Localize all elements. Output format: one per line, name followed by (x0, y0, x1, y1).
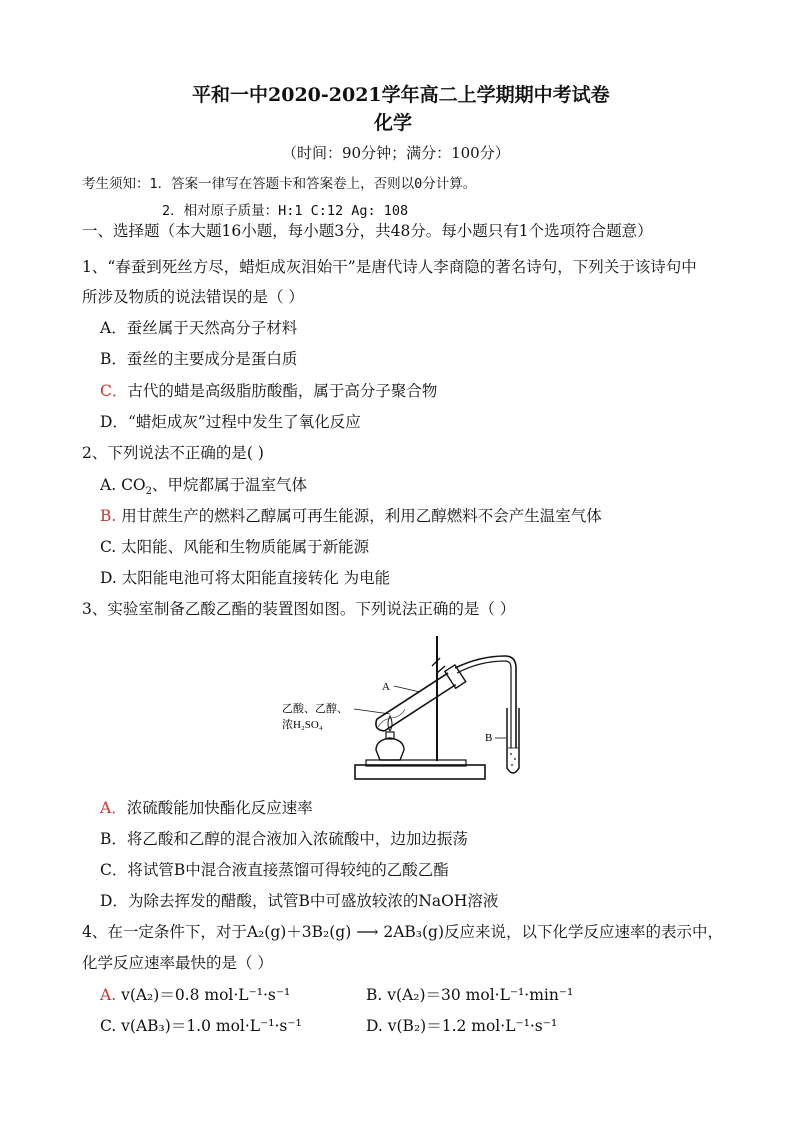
label-a: A (382, 681, 390, 693)
q2-option-b-letter: B. (100, 507, 117, 525)
label-b: B (485, 732, 493, 744)
q3-option-d-text: 为除去挥发的醋酸，试管B中可盛放较浓的NaOH溶液 (127, 892, 499, 910)
q1-option-c (100, 381, 437, 401)
q1-option-d-text: “蜡炬成灰”过程中发生了氧化反应 (127, 413, 361, 431)
q2-option-c-letter: C. (100, 538, 117, 556)
q3-option-a-letter: A． (100, 799, 127, 817)
q1-option-a (100, 318, 297, 338)
q1-option-b (100, 349, 297, 369)
time-info: （时间：90分钟；满分：100分） (282, 144, 510, 162)
q4-option-a (100, 985, 290, 1005)
q4-option-a-letter: A. (100, 986, 117, 1004)
q1-option-c-text: 古代的蜡是高级脂肪酸酯，属于高分子聚合物 (127, 382, 438, 400)
q1-option-b-text: 蚕丝的主要成分是蛋白质 (126, 350, 298, 368)
q4-stem-line1: 4、在一定条件下，对于A₂(g)＋3B₂(g) ⟶ 2AB₃(g)反应来说，以下化学反应速率的表示中， (82, 923, 724, 941)
q4-stem-line2: 化学反应速率最快的是（ ） (82, 954, 273, 972)
reagent-label-line1: 乙酸、乙醇、 (282, 703, 348, 715)
q3-option-d (100, 891, 498, 911)
q1-option-a-letter: A． (100, 319, 127, 337)
ester-apparatus-diagram (280, 628, 540, 788)
q2-option-d-letter: D. (100, 569, 117, 587)
q4-option-d (366, 1016, 557, 1036)
q1-option-c-letter: C． (100, 382, 128, 400)
q2-stem: 2、下列说法不正确的是( ) (82, 444, 264, 462)
q4-option-b-letter: B. (366, 986, 383, 1004)
exam-note-1: 考生须知：1．答案一律写在答题卡和答案卷上，否则以0分计算。 (82, 176, 477, 192)
q3-option-c-letter: C． (100, 861, 128, 879)
q4-option-d-text: v(B₂)＝1.2 mol·L⁻¹·s⁻¹ (387, 1017, 558, 1035)
stand-clamp (432, 658, 445, 673)
q3-option-b-letter: B． (100, 830, 127, 848)
exam-title: 平和一中2020-2021学年高二上学期期中考试卷 (192, 84, 610, 106)
q1-option-a-text: 蚕丝属于天然高分子材料 (126, 319, 298, 337)
q1-option-b-letter: B． (100, 350, 127, 368)
q3-option-c (100, 860, 449, 880)
q3-option-d-letter: D． (100, 892, 128, 910)
q3-option-b-text: 将乙酸和乙醇的混合液加入浓硫酸中，边加边振荡 (126, 830, 468, 848)
q3-stem: 3、实验室制备乙酸乙酯的装置图如图。下列说法正确的是（ ） (82, 600, 516, 618)
q4-option-c (100, 1016, 302, 1036)
section-heading: 一、选择题（本大题16小题，每小题3分，共48分。每小题只有1个选项符合题意） (82, 222, 653, 240)
q2-option-c-text: 太阳能、风能和生物质能属于新能源 (121, 538, 370, 556)
reaction-tube (371, 665, 465, 736)
delivery-tube-inner (457, 661, 511, 748)
exam-note-2: 2．相对原子质量：H:1 C:12 Ag: 108 (162, 203, 409, 219)
q3-option-a (100, 798, 313, 818)
q2-option-b-text: 用甘蔗生产的燃料乙醇属可再生能源，利用乙醇燃料不会产生温室气体 (121, 507, 602, 525)
q2-option-a-text: 、甲烷都属于温室气体 (152, 476, 308, 494)
q4-option-b-text: v(A₂)＝30 mol·L⁻¹·min⁻¹ (387, 986, 574, 1004)
subject-title: 化学 (374, 112, 413, 134)
q4-option-b (366, 985, 573, 1005)
q2-option-d (100, 568, 390, 588)
reagent-label-line2: 浓H₂SO₄ (282, 719, 323, 731)
collection-tube-b (507, 708, 519, 773)
stand-base (355, 765, 485, 779)
q2-option-c (100, 537, 369, 557)
alcohol-lamp (376, 738, 404, 760)
q3-option-c-text: 将试管B中混合液直接蒸馏可得较纯的乙酸乙酯 (127, 861, 449, 879)
q4-option-a-text: v(A₂)＝0.8 mol·L⁻¹·s⁻¹ (121, 986, 291, 1004)
q3-option-a-text: 浓硫酸能加快酯化反应速率 (126, 799, 313, 817)
q1-option-d (100, 412, 361, 432)
q3-option-b (100, 829, 468, 849)
q4-option-c-text: v(AB₃)＝1.0 mol·L⁻¹·s⁻¹ (121, 1017, 302, 1035)
q2-option-a-formula: CO (121, 476, 146, 494)
q1-stem-line2: 所涉及物质的说法错误的是（ ） (82, 288, 304, 306)
q4-option-c-letter: C. (100, 1017, 117, 1035)
q2-option-a-subscript: 2 (145, 486, 153, 498)
q1-stem-line1: 1、“春蚕到死丝方尽，蜡炬成灰泪始干”是唐代诗人李商隐的著名诗句，下列关于该诗句中 (82, 258, 697, 276)
q4-option-d-letter: D. (366, 1017, 383, 1035)
q2-option-a-letter: A. (100, 476, 117, 494)
q2-option-b (100, 506, 602, 526)
q2-option-d-text: 太阳能电池可将太阳能直接转化 为电能 (121, 569, 391, 587)
q1-option-d-letter: D． (100, 413, 128, 431)
q2-option-a (100, 475, 308, 498)
